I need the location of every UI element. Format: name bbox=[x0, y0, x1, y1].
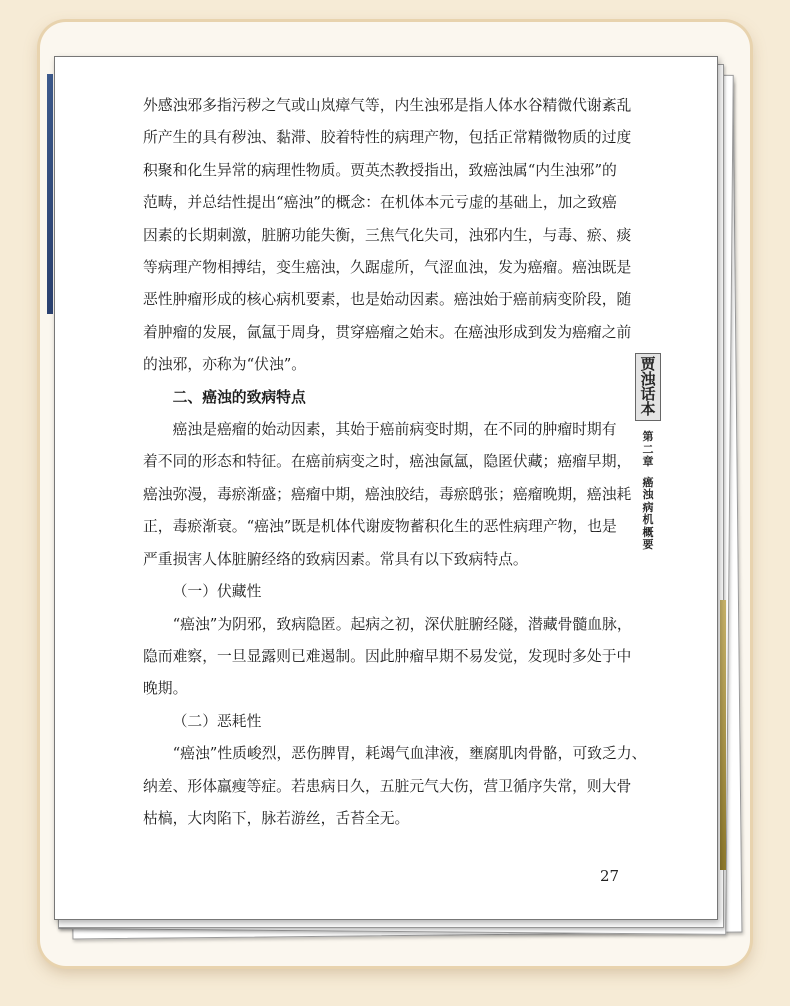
text-line: 纳差、形体羸瘦等症。若患病日久，五脏元气大伤，营卫循序失常，则大骨 bbox=[143, 777, 632, 795]
logo-char: 本 bbox=[640, 400, 656, 418]
book-logo bbox=[635, 353, 661, 421]
chapter-title-char: 要 bbox=[642, 538, 654, 551]
text-line: 因素的长期刺激，脏腑功能失衡，三焦气化失司，浊邪内生，与毒、瘀、痰 bbox=[143, 226, 632, 244]
chapter-title-char: 机 bbox=[642, 513, 654, 526]
page-edge-marker bbox=[720, 600, 726, 870]
page-number: 27 bbox=[600, 867, 620, 885]
logo-char: 话 bbox=[640, 385, 656, 403]
logo-char: 贾 bbox=[640, 355, 656, 373]
chapter-title-char: 癌 bbox=[642, 475, 654, 489]
body-paragraph bbox=[143, 414, 632, 576]
text-line: 严重损害人体脏腑经络的致病因素。常具有以下致病特点。 bbox=[143, 550, 528, 568]
book-page bbox=[54, 56, 718, 920]
text-line: 的浊邪，亦称为“伏浊”。 bbox=[143, 356, 307, 374]
text-line: 晚期。 bbox=[143, 680, 188, 698]
chapter-label-char: 章 bbox=[642, 455, 654, 468]
chapter-title-char: 概 bbox=[642, 525, 654, 539]
text-line: 外感浊邪多指污秽之气或山岚瘴气等，内生浊邪是指人体水谷精微代谢紊乱 bbox=[143, 97, 632, 114]
text-line: “癌浊”为阴邪，致病隐匿。起病之初，深伏脏腑经隧，潜藏骨髓血脉， bbox=[172, 615, 632, 633]
text-line: 正，毒瘀渐衰。“癌浊”既是机体代谢废物蓄积化生的恶性病理产物，也是 bbox=[143, 518, 617, 536]
text-line: 癌浊弥漫，毒瘀渐盛；癌瘤中期，癌浊胶结，毒瘀鸱张；癌瘤晚期，癌浊耗 bbox=[143, 485, 632, 503]
chapter-title-char: 浊 bbox=[642, 488, 654, 501]
text-line: 癌浊是癌瘤的始动因素，其始于癌前病变时期，在不同的肿瘤时期有 bbox=[172, 421, 617, 439]
text-line: 隐而难察，一旦显露则已难遏制。因此肿瘤早期不易发觉，发现时多处于中 bbox=[143, 647, 632, 665]
text-line: 着不同的形态和特征。在癌前病变之时，癌浊氤氲，隐匿伏藏；癌瘤早期， bbox=[143, 453, 632, 471]
text-line: 枯槁，大肉陷下，脉若游丝，舌苔全无。 bbox=[143, 809, 410, 827]
book-spine-edge bbox=[47, 74, 53, 314]
body-paragraph bbox=[143, 738, 647, 835]
chapter-heading bbox=[635, 431, 661, 552]
page-sidebar bbox=[635, 353, 661, 552]
section-heading bbox=[143, 382, 613, 414]
text-line: 着肿瘤的发展，氤氲于周身，贯穿癌瘤之始末。在癌浊形成到发为癌瘤之前 bbox=[143, 323, 632, 341]
text-line: 等病理产物相搏结，变生癌浊，久踞虚所，气涩血浊，发为癌瘤。癌浊既是 bbox=[143, 259, 632, 277]
text-line: （一）伏藏性 bbox=[172, 583, 262, 601]
chapter-label-char: 第 bbox=[642, 430, 654, 443]
body-paragraph bbox=[143, 90, 632, 382]
text-line: “癌浊”性质峻烈，恶伤脾胃，耗竭气血津液，壅腐肌肉骨骼，可致乏力、 bbox=[172, 745, 647, 763]
chapter-label-char: 二 bbox=[642, 442, 654, 456]
text-line: 恶性肿瘤形成的核心病机要素，也是始动因素。癌浊始于癌前病变阶段，随 bbox=[143, 291, 632, 309]
text-line: 二、癌浊的致病特点 bbox=[172, 388, 306, 406]
page-body-text bbox=[143, 90, 647, 835]
body-paragraph bbox=[143, 609, 632, 706]
subsection-heading bbox=[143, 706, 613, 738]
text-line: （二）恶耗性 bbox=[172, 712, 262, 730]
subsection-heading bbox=[143, 576, 613, 608]
text-line: 范畴，并总结性提出“癌浊”的概念：在机体本元亏虚的基础上，加之致癌 bbox=[143, 194, 617, 212]
chapter-title-char: 病 bbox=[642, 500, 654, 514]
logo-char: 浊 bbox=[640, 370, 656, 388]
text-line: 所产生的具有秽浊、黏滞、胶着特性的病理产物，包括正常精微物质的过度 bbox=[143, 129, 632, 147]
text-line: 积聚和化生异常的病理性物质。贾英杰教授指出，致癌浊属“内生浊邪”的 bbox=[143, 161, 617, 179]
